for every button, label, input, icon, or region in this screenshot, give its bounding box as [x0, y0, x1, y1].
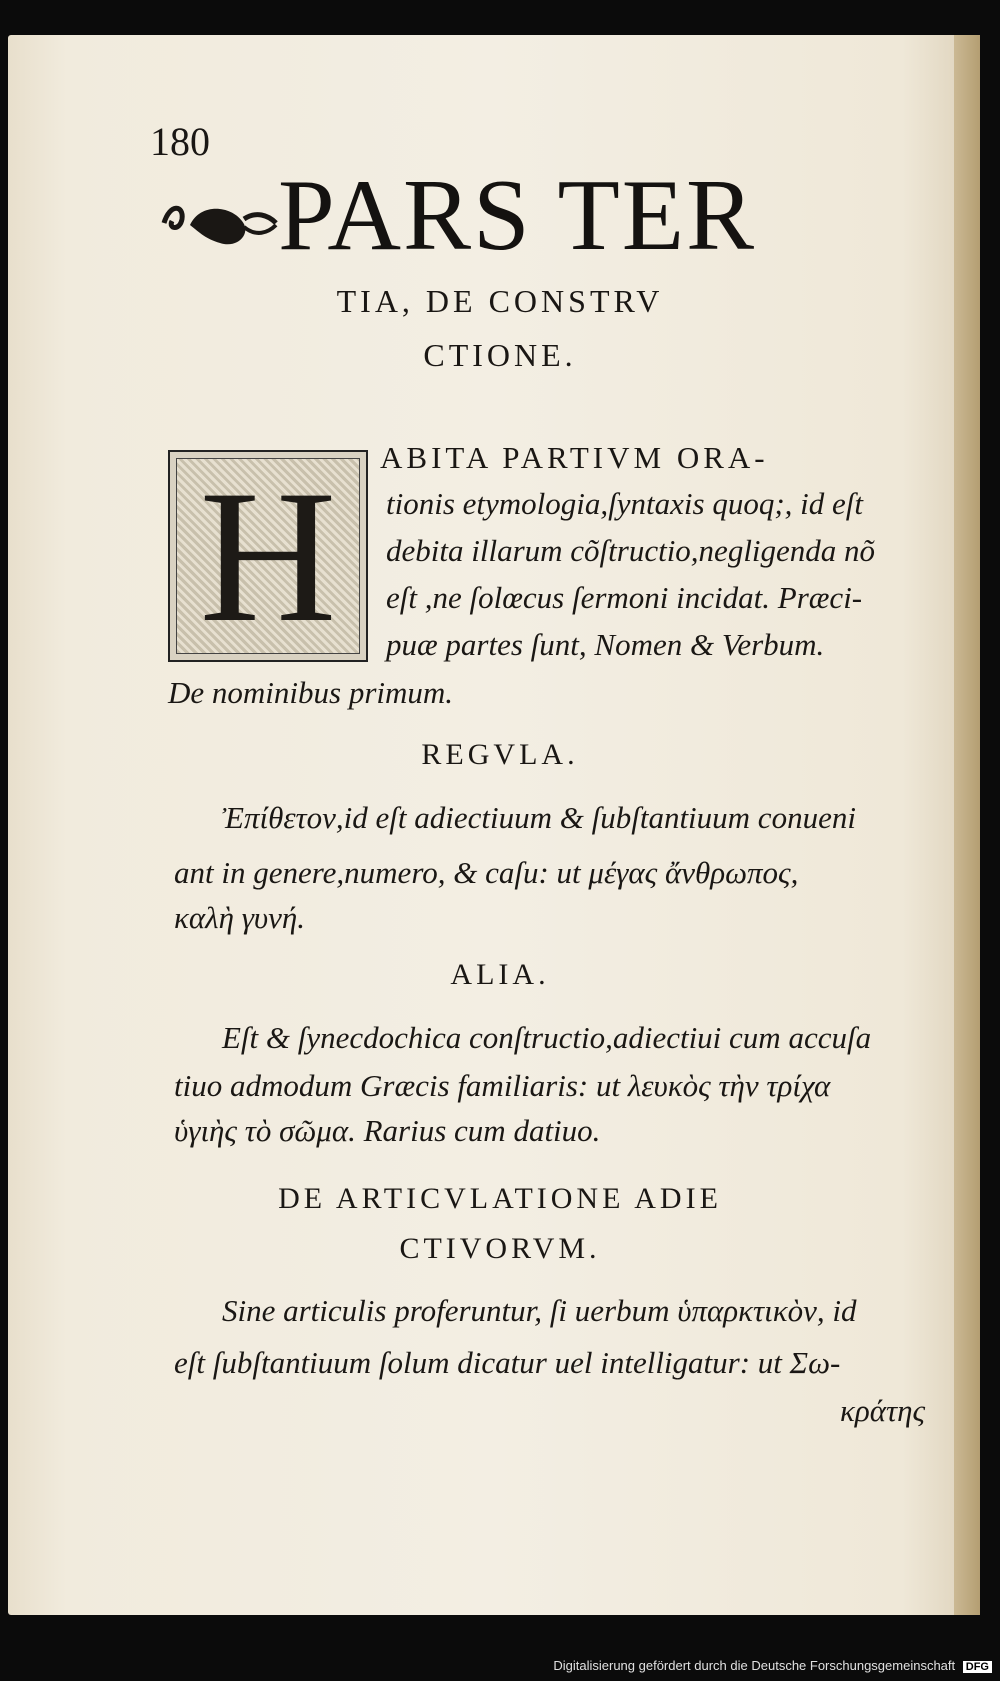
artic-line: eſt ſubſtantiuum ſolum dicatur uel intelligatur: ut Σω-	[174, 1345, 841, 1380]
title-continuation: TIA, DE CONSTRV	[336, 283, 664, 319]
footer-text: Digitalisierung gefördert durch die Deutsche Forschungsgemeinschaft	[553, 1658, 956, 1673]
page-number: 180	[150, 119, 210, 164]
title-row	[160, 159, 920, 275]
regula-line: Ἐπίθετον,id eſt adiectiuum & ſubſtantiuum conueni	[222, 800, 856, 835]
decorated-initial	[168, 450, 368, 662]
dfg-logo-icon: DFG	[963, 1661, 992, 1673]
artic-line: Sine articulis proferuntur, ſi uerbum ὑπαρκτικὸν, id	[222, 1293, 857, 1328]
page-edge	[954, 35, 980, 1615]
heading-regula: REGVLA.	[421, 738, 579, 771]
alia-line: ὑγιὴς τὸ σῶμα. Rarius cum datiuo.	[174, 1113, 601, 1148]
body-line: eſt ,ne ſolœcus ſermoni incidat. Præci-	[386, 580, 863, 615]
body-line: De nominibus primum.	[168, 675, 454, 710]
heading-articulatione: DE ARTICVLATIONE ADIE	[278, 1182, 722, 1215]
heading-alia: ALIA.	[450, 958, 550, 991]
alia-line: Eſt & ſynecdochica conſtructio,adiectiui cum accuſa	[222, 1020, 872, 1055]
body-line: puæ partes ſunt, Nomen & Verbum.	[386, 627, 825, 662]
fleuron-icon	[160, 193, 280, 253]
initial-letter: H	[199, 452, 337, 662]
body-line: debita illarum cõſtructio,negligenda nõ	[386, 533, 876, 568]
regula-line: ant in genere,numero, & caſu: ut μέγας ἄνθρωπος,	[174, 855, 799, 890]
regula-line: καλὴ γυνή.	[174, 900, 306, 935]
title-continuation-2: CTIONE.	[423, 337, 577, 373]
catchword: κράτης	[840, 1393, 926, 1428]
page-title: PARS TER	[278, 159, 757, 272]
footer-credit	[553, 1658, 992, 1673]
body-line: ABITA PARTIVM ORA-	[380, 440, 769, 475]
heading-articulatione-2: CTIVORVM.	[399, 1232, 601, 1265]
body-line: tionis etymologia,ſyntaxis quoq;, id eſt	[386, 486, 863, 521]
alia-line: tiuo admodum Græcis familiaris: ut λευκὸς τὴν τρίχα	[174, 1068, 831, 1103]
